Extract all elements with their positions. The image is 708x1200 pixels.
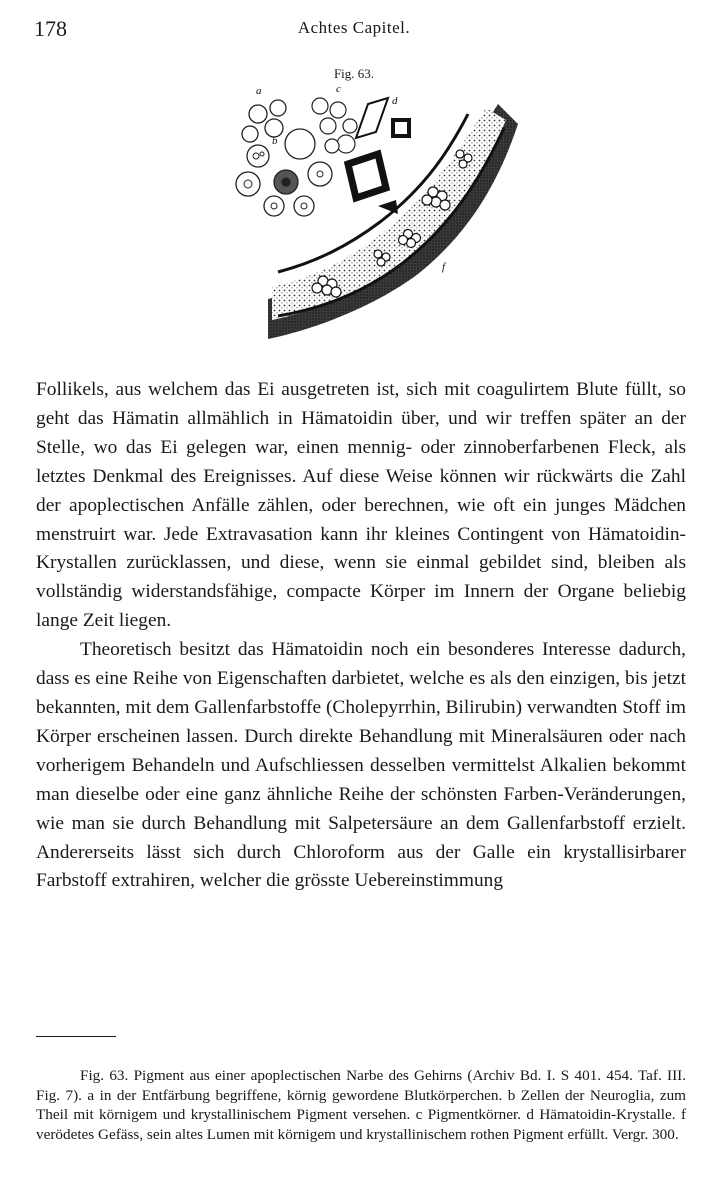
- footnote-text: Fig. 63. Pigment aus einer apoplectischen Narbe des Gehirns (Archiv Bd. I. S 401. 454. Taf. III. Fig. 7). a in der Entfärbung begriffene, körnig gewordene Blutkörperchen. b Zellen der Neuroglia, zum Theil mit körnigem und krystallinischem Pigment versehen. c Pigmentkörner. d Hämatoidin-Krystalle. f verödetes Gefäss, sein altes Lumen mit körnigem und krystallinischem rothen Pigment erfüllt. Vergr. 300.: [36, 1067, 686, 1143]
- figure-letter-b: b: [272, 135, 278, 147]
- paragraph-2: Theoretisch besitzt das Hämatoidin noch ein besonderes Interesse dadurch, dass es eine Reihe von Eigenschaften darbietet, welche es als den einzigen, bis jetzt bekannten, mit dem Gallenfarbstoffe (Cholepyrrhin, Bilirubin) verwandten Stoff im Körper erscheinen lassen. Durch direkte Behandlung mit Mineralsäuren oder nach vorherigem Behandeln und Aufschliessen desselben vermittelst Alkalien bekommt man dieselbe oder eine ganz ähnliche Reihe der schönsten Farben-Veränderungen, wie man sie durch Behandlung mit Salpetersäure an dem Gallenfarbstoff erzielt. Andererseits lässt sich durch Chloroform aus der Galle ein krystallisirbarer Farbstoff extrahiren, welcher die grösste Uebereinstimmung: [36, 639, 686, 892]
- figure-illustration: [228, 84, 518, 354]
- figure-letter-a: a: [256, 85, 262, 97]
- blood-corpuscles: [236, 100, 332, 216]
- page-number: 178: [34, 16, 67, 41]
- footnote: [36, 1066, 686, 1144]
- body-text: [36, 376, 686, 896]
- pigment-granules: [312, 98, 357, 153]
- hematoidin-crystals: [348, 98, 409, 214]
- footnote-divider: [36, 1036, 116, 1037]
- figure-letter-f: f: [442, 261, 446, 273]
- paragraph-1: Follikels, aus welchem das Ei ausgetreten ist, sich mit coagulirtem Blute füllt, so geht das Hämatin allmählich in Hämatoidin über, und wir treffen später an der Stelle, wo das Ei gelegen war, einen mennig- oder zinnoberfarbenen Fleck, als letztes Denkmal des Ereignisses. Auf diese Weise können wir rückwärts die Zahl der apoplectischen Anfälle zählen, oder berechnen, wie oft ein junges Mädchen menstruirt war. Jede Extravasation kann ihr kleines Contingent von Hämatoidin-Krystallen zurücklassen, und diese, wenn sie einmal gebildet sind, bleiben als vollständig widerstandsfähige, compacte Körper im Innern der Organe beliebig lange Zeit liegen.: [36, 379, 686, 632]
- figure-letter-d: d: [392, 95, 398, 107]
- figure-letter-c: c: [336, 84, 341, 95]
- figure-label: Fig. 63.: [333, 66, 375, 81]
- running-title: Achtes Capitel.: [297, 18, 411, 37]
